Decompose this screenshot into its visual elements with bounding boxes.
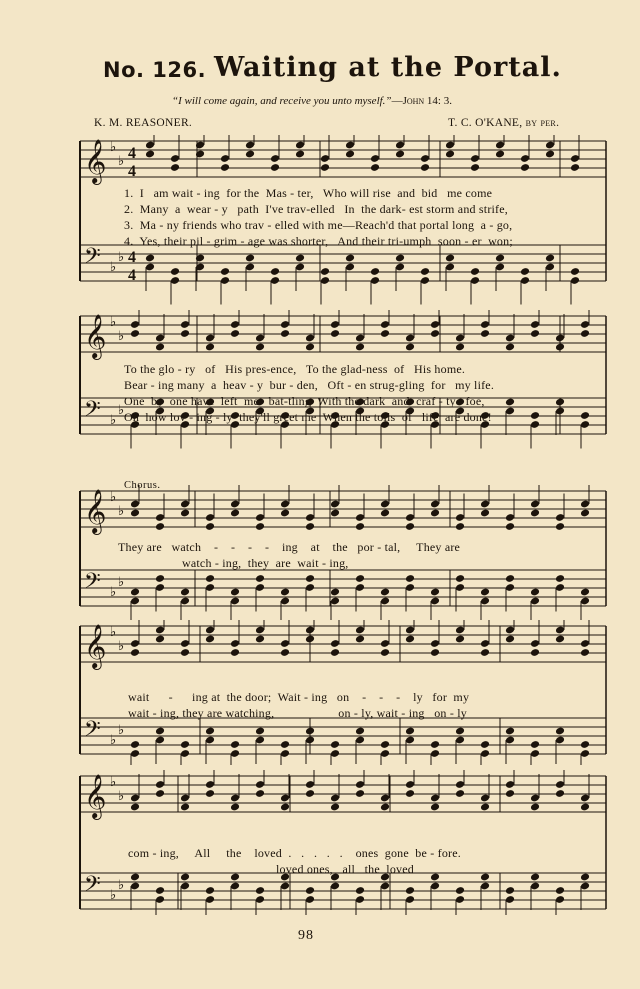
- chorus-line-1: They are watch - - - - ing at the por - tal, They are: [118, 540, 461, 554]
- note-head: [530, 411, 540, 420]
- note-head: [555, 522, 565, 531]
- note-head: [405, 727, 415, 736]
- bass-clef-icon: 𝄢: [84, 872, 101, 902]
- note-head: [495, 150, 505, 159]
- note-head: [230, 588, 240, 597]
- flat-icon: ♭: [118, 153, 125, 168]
- note-head: [155, 727, 165, 736]
- note-head: [155, 886, 165, 895]
- note-head: [580, 873, 590, 882]
- note-head: [520, 163, 530, 172]
- page-number: 98: [298, 928, 314, 943]
- verse-3-line-2: One by one have left me bat-tling With the dark and craf - ty foe,: [124, 394, 485, 408]
- note-head: [405, 789, 415, 798]
- note-head: [280, 329, 290, 338]
- note-head: [295, 150, 305, 159]
- note-head: [430, 740, 440, 749]
- note-head: [130, 740, 140, 749]
- note-head: [455, 574, 465, 583]
- note-head: [380, 329, 390, 338]
- note-head: [205, 727, 215, 736]
- note-head: [230, 648, 240, 657]
- note-head: [380, 803, 390, 812]
- note-head: [480, 803, 490, 812]
- scripture-quote: “I will come again, and receive you unto myself.”: [172, 95, 392, 107]
- note-head: [220, 267, 230, 276]
- note-head: [555, 343, 565, 352]
- note-head: [430, 803, 440, 812]
- note-head: [555, 635, 565, 644]
- note-head: [230, 740, 240, 749]
- flat-icon: ♭: [118, 402, 125, 417]
- treble-clef-icon: 𝄞: [84, 489, 107, 533]
- note-head: [505, 886, 515, 895]
- note-head: [355, 635, 365, 644]
- flat-icon: ♭: [110, 624, 117, 639]
- note-head: [180, 329, 190, 338]
- note-head: [180, 873, 190, 882]
- note-head: [305, 574, 315, 583]
- flat-icon: ♭: [110, 259, 117, 274]
- note-head: [305, 727, 315, 736]
- note-head: [430, 329, 440, 338]
- note-head: [505, 789, 515, 798]
- note-head: [580, 588, 590, 597]
- note-head: [195, 150, 205, 159]
- flat-icon: ♭: [118, 722, 125, 737]
- note-head: [355, 886, 365, 895]
- note-head: [505, 522, 515, 531]
- note-head: [170, 163, 180, 172]
- note-head: [230, 873, 240, 882]
- note-head: [545, 254, 555, 263]
- treble-clef-icon: 𝄞: [84, 139, 107, 183]
- note-head: [480, 329, 490, 338]
- note-head: [155, 635, 165, 644]
- note-head: [330, 329, 340, 338]
- note-head: [130, 873, 140, 882]
- note-head: [380, 509, 390, 518]
- note-head: [205, 635, 215, 644]
- note-head: [180, 803, 190, 812]
- chorus-line-3: com - ing, All the loved . . . . . ones gone be - fore.: [128, 846, 461, 860]
- note-head: [255, 343, 265, 352]
- note-head: [130, 509, 140, 518]
- flat-icon: ♭: [118, 249, 125, 264]
- note-head: [480, 509, 490, 518]
- note-head: [330, 648, 340, 657]
- note-head: [530, 803, 540, 812]
- flat-icon: ♭: [118, 788, 125, 803]
- note-head: [180, 740, 190, 749]
- time-signature: 4: [128, 249, 136, 266]
- note-head: [205, 886, 215, 895]
- note-head: [470, 163, 480, 172]
- flat-icon: ♭: [110, 489, 117, 504]
- note-head: [555, 398, 565, 407]
- note-head: [220, 163, 230, 172]
- note-head: [270, 267, 280, 276]
- note-head: [355, 574, 365, 583]
- note-head: [405, 574, 415, 583]
- note-head: [280, 648, 290, 657]
- chorus-line-2-alt: wait - ing, they are watching, on - ly, wait - ing on - ly: [128, 706, 467, 720]
- note-head: [155, 574, 165, 583]
- note-head: [320, 267, 330, 276]
- note-head: [505, 635, 515, 644]
- note-head: [245, 254, 255, 263]
- note-head: [580, 803, 590, 812]
- note-head: [420, 163, 430, 172]
- note-head: [305, 522, 315, 531]
- note-head: [420, 267, 430, 276]
- note-head: [580, 329, 590, 338]
- note-head: [570, 267, 580, 276]
- flat-icon: ♭: [118, 503, 125, 518]
- note-head: [430, 648, 440, 657]
- bass-clef-icon: 𝄢: [84, 717, 101, 747]
- note-head: [145, 150, 155, 159]
- note-head: [405, 522, 415, 531]
- lyricist-credit: K. M. REASONER.: [94, 117, 193, 129]
- chorus-label: Chorus.: [124, 480, 161, 491]
- note-head: [495, 254, 505, 263]
- note-head: [530, 329, 540, 338]
- flat-icon: ♭: [110, 139, 117, 154]
- note-head: [155, 522, 165, 531]
- note-head: [155, 789, 165, 798]
- verse-2-line-2: Bear - ing many a heav - y bur - den, Oft - en strug-gling for my life.: [124, 378, 495, 392]
- note-head: [180, 648, 190, 657]
- note-head: [180, 509, 190, 518]
- note-head: [305, 635, 315, 644]
- note-head: [230, 803, 240, 812]
- note-head: [505, 574, 515, 583]
- note-head: [505, 343, 515, 352]
- note-head: [395, 254, 405, 263]
- flat-icon: ♭: [118, 574, 125, 589]
- note-head: [270, 163, 280, 172]
- chorus-line-1-alt: watch - ing, they are wait - ing,: [182, 556, 349, 570]
- note-head: [280, 588, 290, 597]
- note-head: [545, 150, 555, 159]
- note-head: [255, 635, 265, 644]
- note-head: [455, 522, 465, 531]
- note-head: [355, 343, 365, 352]
- note-head: [130, 329, 140, 338]
- note-head: [455, 343, 465, 352]
- verse-4-line-2: Oh how lov - ing - ly they'll greet me When the toils of life are done!: [124, 410, 492, 424]
- note-head: [505, 398, 515, 407]
- note-head: [170, 267, 180, 276]
- flat-icon: ♭: [110, 887, 117, 902]
- note-head: [555, 727, 565, 736]
- note-head: [145, 254, 155, 263]
- music-system-5: [0, 770, 640, 915]
- note-head: [455, 635, 465, 644]
- note-head: [255, 727, 265, 736]
- note-head: [355, 727, 365, 736]
- verse-3-line-1: 3. Ma - ny friends who trav - elled with me—Reach'd that portal long a - go,: [124, 218, 513, 232]
- note-head: [555, 789, 565, 798]
- note-head: [180, 588, 190, 597]
- note-head: [295, 254, 305, 263]
- scripture-line: [172, 95, 452, 107]
- note-head: [445, 254, 455, 263]
- note-head: [380, 648, 390, 657]
- note-head: [555, 886, 565, 895]
- note-head: [480, 740, 490, 749]
- note-head: [505, 727, 515, 736]
- note-head: [255, 574, 265, 583]
- time-signature: 4: [128, 145, 136, 162]
- hymn-title: Waiting at the Portal.: [214, 52, 562, 83]
- time-signature: 4: [128, 267, 136, 284]
- note-head: [155, 343, 165, 352]
- note-head: [130, 803, 140, 812]
- note-head: [345, 254, 355, 263]
- note-head: [205, 343, 215, 352]
- treble-clef-icon: 𝄞: [84, 314, 107, 358]
- note-head: [530, 588, 540, 597]
- note-head: [355, 522, 365, 531]
- note-head: [530, 648, 540, 657]
- flat-icon: ♭: [118, 877, 125, 892]
- staff-system-5: [0, 770, 640, 915]
- note-head: [355, 789, 365, 798]
- note-head: [480, 873, 490, 882]
- verse-4-line-1: 4. Yes, their pil - grim - age was shorter, And their tri-umph soon - er won;: [124, 234, 513, 248]
- flat-icon: ♭: [110, 584, 117, 599]
- flat-icon: ♭: [110, 774, 117, 789]
- note-head: [130, 648, 140, 657]
- note-head: [280, 803, 290, 812]
- note-head: [255, 522, 265, 531]
- note-head: [255, 789, 265, 798]
- note-head: [205, 522, 215, 531]
- note-head: [380, 740, 390, 749]
- note-head: [245, 150, 255, 159]
- note-head: [430, 873, 440, 882]
- note-head: [530, 740, 540, 749]
- note-head: [520, 267, 530, 276]
- chorus-line-3-alt: loved ones, all the loved: [276, 862, 414, 876]
- note-head: [455, 727, 465, 736]
- note-head: [480, 588, 490, 597]
- note-head: [455, 789, 465, 798]
- note-head: [195, 254, 205, 263]
- bass-clef-icon: 𝄢: [84, 244, 101, 274]
- note-head: [205, 574, 215, 583]
- note-head: [530, 509, 540, 518]
- note-head: [330, 509, 340, 518]
- note-head: [570, 163, 580, 172]
- note-head: [580, 740, 590, 749]
- note-head: [205, 789, 215, 798]
- note-head: [370, 163, 380, 172]
- verse-1-line-1: 1. I am wait - ing for the Mas - ter, Who will rise and bid me come: [124, 186, 493, 200]
- note-head: [330, 740, 340, 749]
- note-head: [130, 588, 140, 597]
- note-head: [555, 574, 565, 583]
- flat-icon: ♭: [110, 314, 117, 329]
- note-head: [305, 789, 315, 798]
- note-head: [280, 509, 290, 518]
- note-head: [445, 150, 455, 159]
- note-head: [370, 267, 380, 276]
- note-head: [230, 329, 240, 338]
- note-head: [430, 588, 440, 597]
- note-head: [380, 588, 390, 597]
- scripture-reference: —John 14: 3.: [391, 95, 452, 107]
- note-head: [530, 873, 540, 882]
- note-head: [480, 648, 490, 657]
- note-head: [255, 886, 265, 895]
- note-head: [405, 886, 415, 895]
- note-head: [330, 803, 340, 812]
- hymn-number: No. 126.: [103, 58, 207, 82]
- bass-clef-icon: 𝄢: [84, 569, 101, 599]
- composer-credit: T. C. O'KANE, by per.: [448, 117, 560, 129]
- note-head: [395, 150, 405, 159]
- note-head: [305, 886, 315, 895]
- flat-icon: ♭: [118, 328, 125, 343]
- note-head: [580, 648, 590, 657]
- treble-clef-icon: 𝄞: [84, 774, 107, 818]
- note-head: [430, 509, 440, 518]
- treble-clef-icon: 𝄞: [84, 624, 107, 668]
- note-head: [305, 343, 315, 352]
- note-head: [580, 509, 590, 518]
- note-head: [405, 635, 415, 644]
- chorus-line-2: wait - ing at the door; Wait - ing on - - - ly for my: [128, 690, 470, 704]
- note-head: [230, 509, 240, 518]
- bass-clef-icon: 𝄢: [84, 397, 101, 427]
- note-head: [320, 163, 330, 172]
- note-head: [280, 740, 290, 749]
- time-signature: 4: [128, 163, 136, 180]
- note-head: [455, 886, 465, 895]
- note-head: [330, 588, 340, 597]
- note-head: [345, 150, 355, 159]
- note-head: [470, 267, 480, 276]
- flat-icon: ♭: [118, 638, 125, 653]
- flat-icon: ♭: [110, 732, 117, 747]
- note-head: [405, 343, 415, 352]
- flat-icon: ♭: [110, 412, 117, 427]
- verse-2-line-1: 2. Many a wear - y path I've trav-elled In the dark- est storm and strife,: [124, 202, 508, 216]
- note-head: [580, 411, 590, 420]
- verse-1-line-2: To the glo - ry of His pres-ence, To the glad-ness of His home.: [124, 362, 466, 376]
